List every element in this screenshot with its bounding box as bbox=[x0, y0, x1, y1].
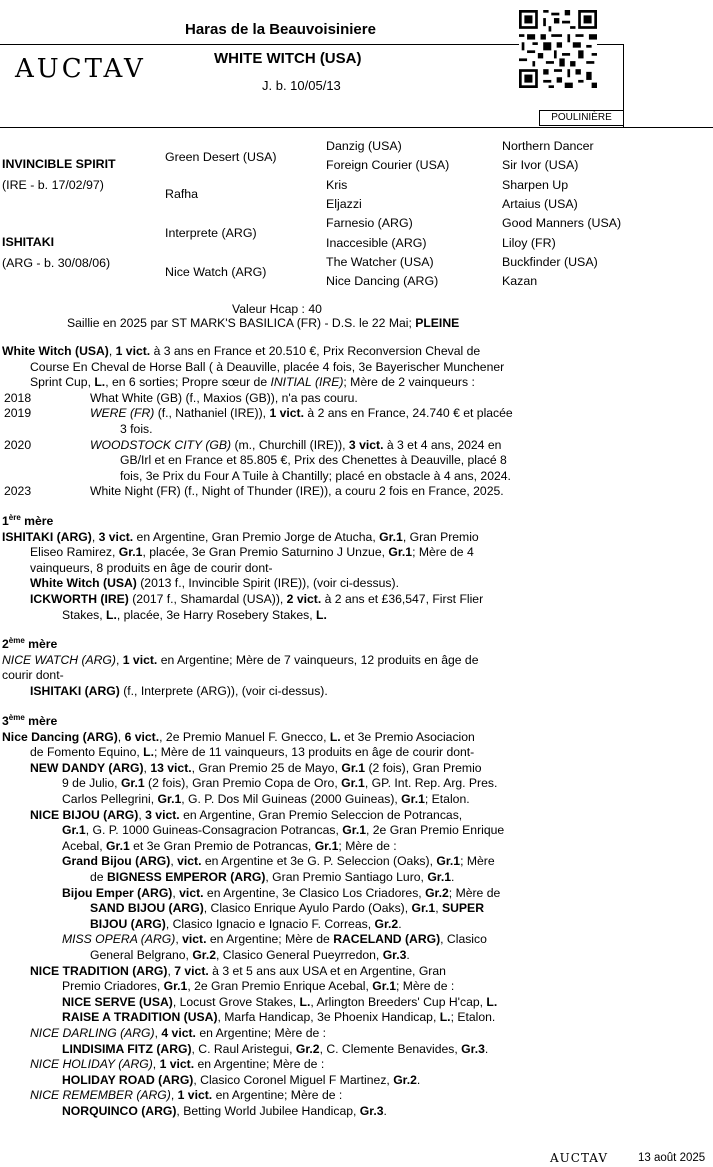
pedigree-gen4: Buckfinder (USA) bbox=[502, 255, 598, 269]
text-run: Gr.1 bbox=[120, 776, 145, 791]
text-run: 1 vict. bbox=[115, 344, 151, 358]
text-run: INITIAL (IRE) bbox=[270, 375, 344, 390]
text-run: ISHITAKI (ARG) bbox=[2, 529, 92, 544]
text-run: 2020 bbox=[4, 437, 32, 452]
text-run: ère bbox=[8, 512, 21, 522]
text-run: ; Etalon. bbox=[450, 1010, 496, 1025]
text-run: et 3e Premio Asociacion bbox=[340, 729, 475, 744]
record-line bbox=[30, 1088, 342, 1104]
text-run: 13 vict. bbox=[150, 760, 192, 775]
pedigree-gen3: Inaccesible (ARG) bbox=[326, 236, 427, 250]
text-run: , bbox=[435, 901, 442, 916]
pedigree-gen2: Rafha bbox=[165, 187, 199, 201]
text-run: Course En Cheval de Horse Ball ( à Deauville, placée 4 fois, 3e Bayerischer Munchener bbox=[30, 359, 505, 374]
text-run: ; Mère de : bbox=[338, 838, 397, 853]
text-run: What White (GB) (f., Maxios (GB)), n'a pas couru. bbox=[90, 390, 358, 405]
text-run: , bbox=[108, 344, 116, 358]
horse-info: J. b. 10/05/13 bbox=[262, 78, 341, 93]
record-line-detail bbox=[90, 391, 358, 407]
text-run: 2 vict. bbox=[286, 592, 322, 606]
text-run: General Belgrano, bbox=[90, 948, 193, 962]
record-line bbox=[30, 576, 399, 592]
record-line bbox=[62, 608, 327, 624]
saillie-line bbox=[67, 316, 459, 332]
text-run: ; Mère de 2 vainqueurs : bbox=[343, 375, 475, 390]
text-run: . bbox=[406, 948, 410, 962]
record-line bbox=[30, 1057, 324, 1073]
qr-code-icon[interactable] bbox=[519, 10, 597, 88]
text-run: en Argentine; Mère de : bbox=[195, 1026, 327, 1040]
dam-info: (ARG - b. 30/08/06) bbox=[2, 256, 111, 270]
text-run: en Argentine et 3e G. P. Seleccion (Oaks), bbox=[201, 854, 437, 869]
text-run: Gr.1 bbox=[427, 870, 452, 884]
record-line bbox=[62, 995, 497, 1011]
text-run: Gr.3 bbox=[461, 1041, 485, 1056]
record-line-detail bbox=[90, 438, 501, 454]
text-run: L. bbox=[94, 375, 106, 390]
record-line bbox=[62, 932, 487, 948]
text-run: Sprint Cup, bbox=[30, 375, 95, 390]
text-run: (2 fois), Gran Premio bbox=[365, 760, 482, 775]
record-line bbox=[2, 730, 475, 746]
text-run: , bbox=[175, 932, 183, 947]
text-run: , bbox=[170, 1088, 178, 1103]
sire-info: (IRE - b. 17/02/97) bbox=[2, 178, 104, 192]
text-run: Gr.2 bbox=[374, 916, 399, 931]
text-run: Carlos Pellegrini, bbox=[62, 792, 158, 806]
saillie-text: Saillie en 2025 par ST MARK'S BASILICA (FR) - D.S. le 22 Mai; bbox=[67, 316, 412, 330]
record-line bbox=[62, 1010, 495, 1026]
text-run: vict. bbox=[179, 885, 204, 900]
record-line bbox=[30, 745, 474, 761]
record-line bbox=[62, 792, 470, 808]
record-line bbox=[30, 808, 462, 824]
record-line bbox=[62, 886, 500, 902]
text-run: (f., Nathaniel (IRE)), bbox=[154, 406, 270, 421]
text-run: Gr.1 bbox=[106, 838, 130, 853]
text-run: Gr.1 bbox=[411, 901, 436, 916]
text-run: en Argentine; Mère de : bbox=[194, 1057, 325, 1072]
record-line bbox=[30, 761, 482, 777]
saillie-status: PLEINE bbox=[415, 316, 460, 330]
record-line bbox=[90, 948, 410, 964]
record-line bbox=[4, 391, 31, 407]
record-line bbox=[62, 823, 504, 839]
text-run: en Argentine; Mère de 7 vainqueurs, 12 produits en âge de bbox=[157, 652, 479, 667]
text-run: à 3 et 4 ans, 2024 en bbox=[383, 437, 502, 452]
text-run: Gr.1 bbox=[314, 838, 339, 853]
text-run: 1 vict. bbox=[269, 406, 305, 421]
pedigree-gen3: Danzig (USA) bbox=[326, 139, 402, 153]
pedigree-gen3: The Watcher (USA) bbox=[326, 255, 434, 269]
pedigree-gen3: Foreign Courier (USA) bbox=[326, 158, 450, 172]
text-run: , bbox=[138, 807, 146, 822]
text-run: mère bbox=[24, 637, 58, 651]
record-line bbox=[120, 422, 153, 438]
text-run: Gr.2 bbox=[192, 948, 217, 962]
record-line bbox=[62, 1104, 387, 1120]
text-run: , G. P. Dos Mil Guineas (2000 Guineas), bbox=[181, 792, 402, 806]
footer-date: 13 août 2025 bbox=[638, 1152, 706, 1164]
pedigree-gen4: Good Manners (USA) bbox=[502, 216, 622, 230]
pedigree-gen4: Liloy (FR) bbox=[502, 236, 556, 250]
record-line bbox=[30, 545, 474, 561]
text-run: Stakes, bbox=[62, 607, 107, 622]
text-run: LINDISIMA FITZ (ARG) bbox=[62, 1041, 192, 1056]
text-run: Gr.2 bbox=[393, 1072, 417, 1087]
text-run: 3 bbox=[2, 714, 9, 728]
text-run: , Gran Premio Santiago Luro, bbox=[265, 870, 428, 884]
text-run: , bbox=[91, 529, 99, 544]
text-run: . bbox=[416, 1072, 421, 1087]
text-run: NICE REMEMBER (ARG) bbox=[30, 1088, 171, 1103]
text-run: 6 vict. bbox=[124, 729, 160, 744]
record-line bbox=[90, 870, 454, 886]
text-run: L. bbox=[106, 607, 117, 622]
pedigree-gen3: Eljazzi bbox=[326, 197, 362, 211]
record-line bbox=[62, 979, 454, 995]
pedigree-gen4: Northern Dancer bbox=[502, 139, 594, 153]
record-line bbox=[2, 637, 57, 653]
text-run: White Night (FR) (f., Night of Thunder (IRE)), a couru 2 fois en France, 2025. bbox=[90, 484, 504, 499]
text-run: Eliseo Ramirez, bbox=[30, 545, 119, 560]
text-run: 2 bbox=[2, 637, 9, 651]
text-run: NICE DARLING (ARG) bbox=[30, 1026, 155, 1040]
text-run: Premio Criadores, bbox=[62, 979, 164, 994]
text-run: L. bbox=[329, 729, 341, 744]
text-run: NICE WATCH (ARG) bbox=[2, 652, 116, 667]
text-run: , bbox=[117, 729, 125, 744]
text-run: ; Mère de 4 bbox=[412, 545, 474, 560]
text-run: L. bbox=[299, 994, 311, 1009]
pedigree-gen4: Kazan bbox=[502, 274, 538, 288]
text-run: 2023 bbox=[4, 484, 32, 499]
text-run: , C. Clemente Benavides, bbox=[319, 1041, 462, 1056]
text-run: à 3 ans en France et 20.510 €, Prix Reconversion Cheval de bbox=[150, 344, 481, 358]
text-run: , bbox=[167, 963, 175, 978]
text-run: Gr.1 bbox=[341, 776, 365, 791]
text-run: Gr.1 bbox=[401, 792, 425, 806]
text-run: HOLIDAY ROAD (ARG) bbox=[62, 1072, 194, 1087]
text-run: (2013 f., Invincible Spirit (IRE)), (voir ci-dessus). bbox=[136, 576, 399, 591]
text-run: ème bbox=[8, 635, 25, 645]
text-run: mère bbox=[20, 514, 54, 528]
record-line bbox=[4, 438, 31, 454]
text-run: vainqueurs, 8 produits en âge de courir dont- bbox=[30, 560, 273, 575]
text-run: , bbox=[170, 854, 178, 869]
record-line-detail bbox=[90, 484, 504, 500]
text-run: Gr.1 bbox=[342, 823, 366, 838]
record-line bbox=[62, 839, 397, 855]
text-run: Gr.1 bbox=[118, 545, 143, 560]
text-run: ; Mère de bbox=[448, 885, 501, 900]
text-run: Gr.1 bbox=[341, 760, 366, 775]
text-run: Grand Bijou (ARG) bbox=[62, 854, 171, 869]
text-run: , Betting World Jubilee Handicap, bbox=[176, 1104, 360, 1118]
text-run: Gr.1 bbox=[379, 529, 403, 544]
text-run: L. bbox=[439, 1010, 451, 1025]
text-run: Bijou Emper (ARG) bbox=[62, 885, 173, 900]
record-line bbox=[2, 514, 53, 530]
record-line bbox=[120, 453, 507, 469]
text-run: 2019 bbox=[4, 406, 32, 421]
text-run: à 2 ans et £36,547, First Flier bbox=[321, 592, 484, 606]
pedigree-gen3: Kris bbox=[326, 178, 348, 192]
record-line bbox=[30, 964, 446, 980]
text-run: , Clasico bbox=[440, 932, 487, 947]
text-run: en Argentine, 3e Clasico Los Criadores, bbox=[203, 885, 426, 900]
text-run: 1 vict. bbox=[177, 1088, 213, 1103]
text-run: NORQUINCO (ARG) bbox=[62, 1104, 177, 1118]
text-run: (2 fois), Gran Premio Copa de Oro, bbox=[144, 776, 342, 791]
text-run: , 2e Gran Premio Enrique bbox=[365, 823, 505, 838]
text-run: WERE (FR) bbox=[90, 406, 155, 421]
text-run: 1 bbox=[2, 514, 9, 528]
text-run: en Argentine, Gran Premio Jorge de Atucha, bbox=[133, 529, 380, 544]
status-badge: POULINIÈRE bbox=[539, 110, 624, 126]
text-run: , Clasico General Pueyrredon, bbox=[216, 948, 383, 962]
text-run: vict. bbox=[177, 854, 202, 869]
text-run: Gr.1 bbox=[157, 792, 182, 806]
header-divider bbox=[0, 127, 713, 128]
text-run: SUPER bbox=[442, 901, 484, 916]
text-run: Nice Dancing (ARG) bbox=[2, 729, 118, 744]
text-run: ; Mère de 11 vainqueurs, 13 produits en âge de courir dont- bbox=[154, 745, 475, 760]
text-run: GB/Irl et en France et 85.805 €, Prix des Chenettes à Deauville, placé 8 bbox=[120, 453, 507, 468]
record-line bbox=[2, 714, 57, 730]
pedigree-gen4: Sir Ivor (USA) bbox=[502, 158, 579, 172]
pedigree-gen2: Nice Watch (ARG) bbox=[165, 265, 267, 279]
text-run: , Arlington Breeders' Cup H'cap, bbox=[310, 994, 487, 1009]
text-run: ISHITAKI (ARG) bbox=[30, 683, 120, 698]
text-run: de bbox=[90, 870, 107, 884]
text-run: , Gran Premio 25 de Mayo, bbox=[191, 760, 342, 775]
record-line bbox=[4, 406, 31, 422]
text-run: , Gran Premio bbox=[402, 529, 479, 544]
text-run: Gr.3 bbox=[382, 948, 407, 962]
text-run: de Fomento Equino, bbox=[30, 745, 144, 760]
text-run: (m., Churchill (IRE)), bbox=[231, 437, 349, 452]
text-run: Gr.1 bbox=[388, 545, 413, 560]
text-run: , placée, 3e Harry Rosebery Stakes, bbox=[116, 607, 317, 622]
text-run: , bbox=[154, 1026, 162, 1040]
record-line bbox=[62, 1073, 420, 1089]
text-run: Gr.2 bbox=[295, 1041, 320, 1056]
text-run: courir dont- bbox=[2, 668, 64, 683]
record-line bbox=[2, 530, 479, 546]
text-run: , 2e Gran Premio Enrique Acebal, bbox=[187, 979, 373, 994]
text-run: mère bbox=[24, 714, 58, 728]
text-run: . bbox=[398, 916, 402, 931]
text-run: (f., Interprete (ARG)), (voir ci-dessus). bbox=[119, 683, 328, 698]
valeur-hcap: Valeur Hcap : 40 bbox=[232, 302, 322, 316]
text-run: MISS OPERA (ARG) bbox=[62, 932, 176, 947]
text-run: en Argentine, Gran Premio Seleccion de Potrancas, bbox=[179, 807, 463, 822]
record-line bbox=[30, 360, 504, 376]
text-run: , Clasico Ignacio e Ignacio F. Correas, bbox=[165, 916, 375, 931]
record-line bbox=[62, 854, 495, 870]
text-run: et 3e Gran Premio de Potrancas, bbox=[129, 838, 315, 853]
record-line bbox=[90, 901, 484, 917]
record-line bbox=[30, 684, 328, 700]
text-run: Gr.1 bbox=[372, 979, 396, 994]
text-run: , bbox=[172, 885, 180, 900]
text-run: , bbox=[143, 760, 151, 775]
text-run: en Argentine; Mère de : bbox=[212, 1088, 343, 1103]
text-run: Gr.1 bbox=[163, 979, 188, 994]
text-run: NEW DANDY (ARG) bbox=[30, 760, 144, 775]
text-run: NICE HOLIDAY (ARG) bbox=[30, 1057, 153, 1072]
record-line bbox=[90, 917, 402, 933]
text-run: 1 vict. bbox=[122, 652, 158, 667]
record-line bbox=[30, 375, 475, 391]
text-run: 3 fois. bbox=[120, 422, 153, 436]
text-run: ème bbox=[8, 712, 25, 722]
text-run: , G. P. 1000 Guineas-Consagracion Potrancas, bbox=[85, 823, 343, 838]
text-run: NICE TRADITION (ARG) bbox=[30, 963, 168, 978]
text-run: à 3 et 5 ans aux USA et en Argentine, Gran bbox=[208, 963, 446, 978]
record-line bbox=[120, 469, 511, 485]
text-run: L. bbox=[486, 994, 498, 1009]
text-run: , Clasico Enrique Ayulo Pardo (Oaks), bbox=[203, 901, 412, 916]
pedigree-gen3: Farnesio (ARG) bbox=[326, 216, 413, 230]
record-line bbox=[30, 561, 273, 577]
text-run: ; Mère de : bbox=[396, 979, 455, 994]
text-run: RACELAND (ARG) bbox=[333, 932, 441, 947]
text-run: WOODSTOCK CITY (GB) bbox=[90, 437, 232, 452]
stud-name: Haras de la Beauvoisiniere bbox=[185, 21, 376, 38]
text-run: 3 vict. bbox=[145, 807, 180, 822]
text-run: L. bbox=[143, 745, 154, 760]
text-run: , Marfa Handicap, 3e Phoenix Handicap, bbox=[217, 1010, 440, 1025]
pedigree-gen4: Sharpen Up bbox=[502, 178, 569, 192]
text-run: , en 6 sorties; Propre sœur de bbox=[105, 375, 271, 390]
text-run: 3 vict. bbox=[348, 437, 384, 452]
text-run: , Locust Grove Stakes, bbox=[172, 994, 300, 1009]
pedigree-gen3: Nice Dancing (ARG) bbox=[326, 274, 439, 288]
pedigree-gen2: Interprete (ARG) bbox=[165, 226, 257, 240]
dam-name: ISHITAKI bbox=[2, 235, 55, 249]
text-run: Gr.1 bbox=[436, 854, 461, 869]
record-line bbox=[30, 592, 483, 608]
auctav-logo: AUCTAV bbox=[15, 54, 146, 84]
text-run: NICE SERVE (USA) bbox=[62, 994, 173, 1009]
record-line bbox=[4, 484, 31, 500]
text-run: 4 vict. bbox=[161, 1026, 196, 1040]
text-run: Gr.1 bbox=[62, 823, 86, 838]
text-run: , bbox=[115, 652, 123, 667]
text-run: . bbox=[383, 1104, 387, 1118]
text-run: , C. Raul Aristegui, bbox=[191, 1041, 296, 1056]
record-line bbox=[2, 668, 64, 684]
text-run: ; Mère bbox=[460, 854, 495, 869]
text-run: , placée, 3e Gran Premio Saturnino J Unzue, bbox=[142, 545, 389, 560]
text-run: BIJOU (ARG) bbox=[90, 916, 166, 931]
text-run: 3 vict. bbox=[98, 529, 134, 544]
text-run: Gr.3 bbox=[359, 1104, 384, 1118]
text-run: , GP. Int. Rep. Arg. Pres. bbox=[364, 776, 498, 791]
text-run: , 2e Premio Manuel F. Gnecco, bbox=[159, 729, 330, 744]
text-run: BIGNESS EMPEROR (ARG) bbox=[106, 870, 266, 884]
text-run: . bbox=[484, 1041, 489, 1056]
text-run: ICKWORTH (IRE) bbox=[30, 592, 129, 606]
pedigree-gen2: Green Desert (USA) bbox=[165, 150, 277, 164]
text-run: White Witch (USA) bbox=[2, 344, 109, 358]
footer-logo: AUCTAV bbox=[550, 1151, 609, 1165]
text-run: ; Etalon. bbox=[424, 792, 470, 806]
record-line bbox=[62, 776, 497, 792]
text-run: fois, 3e Prix du Four A Tuile à Chantilly; placé en obstacle à 4 ans, 2024. bbox=[120, 468, 511, 483]
text-run: 9 de Julio, bbox=[62, 776, 121, 791]
text-run: 7 vict. bbox=[174, 963, 209, 978]
text-run: Gr.2 bbox=[425, 885, 449, 900]
text-run: White Witch (USA) bbox=[30, 576, 137, 591]
text-run: Acebal, bbox=[62, 838, 107, 853]
record-line bbox=[2, 653, 479, 669]
text-run: , bbox=[152, 1057, 160, 1072]
record-line bbox=[62, 1042, 488, 1058]
horse-name: WHITE WITCH (USA) bbox=[214, 50, 362, 67]
record-line bbox=[30, 1026, 326, 1042]
sire-name: INVINCIBLE SPIRIT bbox=[2, 157, 116, 171]
text-run: L. bbox=[316, 607, 327, 622]
text-run: . bbox=[451, 870, 455, 884]
text-run: (2017 f., Shamardal (USA)), bbox=[128, 592, 287, 606]
text-run: SAND BIJOU (ARG) bbox=[90, 901, 204, 916]
text-run: en Argentine; Mère de bbox=[206, 932, 334, 947]
text-run: 1 vict. bbox=[159, 1057, 195, 1072]
text-run: vict. bbox=[182, 932, 207, 947]
text-run: RAISE A TRADITION (USA) bbox=[62, 1010, 218, 1025]
pedigree-gen4: Artaius (USA) bbox=[502, 197, 578, 211]
text-run: à 2 ans en France, 24.740 € et placée bbox=[304, 406, 513, 421]
text-run: , Clasico Coronel Miguel F Martinez, bbox=[193, 1072, 394, 1087]
text-run: 2018 bbox=[4, 390, 32, 405]
text-run: NICE BIJOU (ARG) bbox=[30, 807, 139, 822]
record-line-detail bbox=[90, 406, 513, 422]
record-line bbox=[2, 344, 480, 360]
